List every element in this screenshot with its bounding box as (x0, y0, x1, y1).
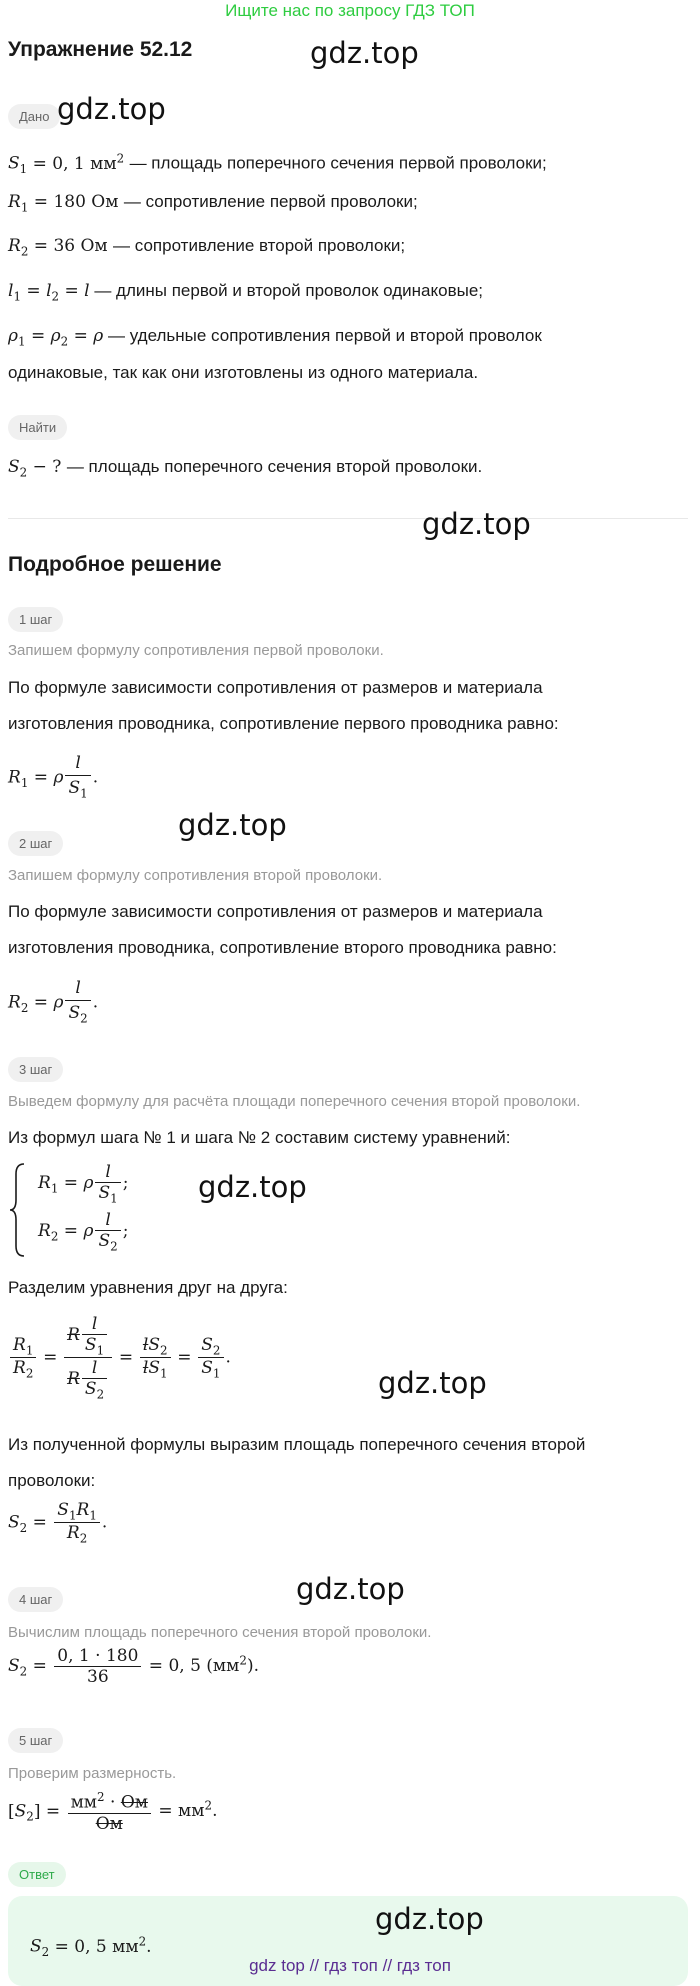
find-s2: $S_2$ − ? — площадь поперечного сечения второй проволоки. (8, 457, 483, 480)
equation-system (8, 1160, 148, 1260)
step3-text: Разделим уравнения друг на друга: (8, 1278, 288, 1297)
divider (8, 518, 688, 519)
given-length: $l_1 = l_2 = l$ — длины первой и второй проволок одинаковые; (8, 281, 484, 304)
step2-text: изготовления проводника, сопротивление второго проводника равно: (8, 938, 557, 957)
brace-icon (8, 1160, 30, 1260)
given-r1: $R_1 = 180$ Ом — сопротивление первой проволоки; (8, 192, 418, 215)
step3-badge: 3 шаг (8, 1057, 63, 1082)
answer-badge: Ответ (8, 1862, 66, 1887)
watermark: gdz.top (296, 1572, 405, 1606)
watermark: gdz.top (422, 507, 531, 541)
step2-badge: 2 шаг (8, 831, 63, 856)
step5-hint: Проверим размерность. (8, 1765, 177, 1782)
watermark: gdz.top (378, 1366, 487, 1400)
division-formula: $\frac{R_1}{R_2}$ = R $\frac{l}{S_1}$ R $\frac{l}{S_2}$ = $\frac{lS_2}{lS_1}$ = $\frac{S_2}{S_1}$ . (8, 1314, 231, 1402)
watermark: gdz.top (178, 808, 287, 842)
system-eq2: $R_2 = \rho$ $\frac{l}{S_2}$ ; (38, 1210, 129, 1254)
calc-s2: $S_2$ = $\frac{0, 1 \cdot 180}{36}$ = 0, 5 $(мм^2)$. (8, 1646, 260, 1687)
formula-r1: $R_1 = \rho$ $\frac{l}{S_1}$ . (8, 751, 98, 805)
step3-hint: Выведем формулу для расчёта площади поперечного сечения второй проволоки. (8, 1093, 581, 1110)
watermark: gdz.top (375, 1902, 484, 1936)
solution-title: Подробное решение (8, 553, 222, 576)
search-banner[interactable]: Ищите нас по запросу ГДЗ ТОП (225, 1, 475, 20)
step4-badge: 4 шаг (8, 1587, 63, 1612)
formula-r2: $R_2 = \rho$ $\frac{l}{S_2}$ . (8, 976, 98, 1030)
given-s1: $S_1 = 0$, 1 $мм^2$ — площадь поперечного сечения первой проволоки; (8, 151, 547, 177)
step2-text: По формуле зависимости сопротивления от размеров и материала (8, 902, 543, 921)
units-check: $[S_2]$ = $\frac{мм^2 \cdot Ом}{Ом}$ = $мм^2$. (8, 1790, 218, 1834)
formula-s2: $S_2$ = $\frac{S_1R_1}{R_2}$ . (8, 1500, 108, 1546)
given-rho-cont: одинаковые, так как они изготовлены из одного материала. (8, 363, 479, 382)
answer-value: $S_2 = 0$, 5 $мм^2$. (30, 1934, 152, 1960)
step3-text: Из полученной формулы выразим площадь поперечного сечения второй (8, 1435, 586, 1454)
watermark: gdz.top (198, 1170, 307, 1204)
step1-hint: Запишем формулу сопротивления первой проволоки. (8, 642, 384, 659)
step3-text: проволоки: (8, 1471, 96, 1490)
step1-text: изготовления проводника, сопротивление первого проводника равно: (8, 714, 559, 733)
system-eq1: $R_1 = \rho$ $\frac{l}{S_1}$ ; (38, 1162, 129, 1206)
step1-text: По формуле зависимости сопротивления от размеров и материала (8, 678, 543, 697)
exercise-title: Упражнение 52.12 (8, 38, 193, 61)
step3-text: Из формул шага № 1 и шага № 2 составим систему уравнений: (8, 1128, 511, 1147)
given-badge: Дано (8, 104, 60, 129)
given-rho: $\rho_1 = \rho_2 = \rho$ — удельные сопротивления первой и второй проволок (8, 326, 542, 349)
step2-hint: Запишем формулу сопротивления второй проволоки. (8, 867, 383, 884)
watermark: gdz.top (310, 36, 419, 70)
step1-badge: 1 шаг (8, 607, 63, 632)
given-r2: $R_2 = 36$ Ом — сопротивление второй проволоки; (8, 236, 406, 259)
footer-links[interactable]: gdz top // гдз топ // гдз топ (249, 1956, 451, 1975)
step5-badge: 5 шаг (8, 1728, 63, 1753)
watermark: gdz.top (57, 92, 166, 126)
find-badge: Найти (8, 415, 67, 440)
step4-hint: Вычислим площадь поперечного сечения второй проволоки. (8, 1624, 432, 1641)
